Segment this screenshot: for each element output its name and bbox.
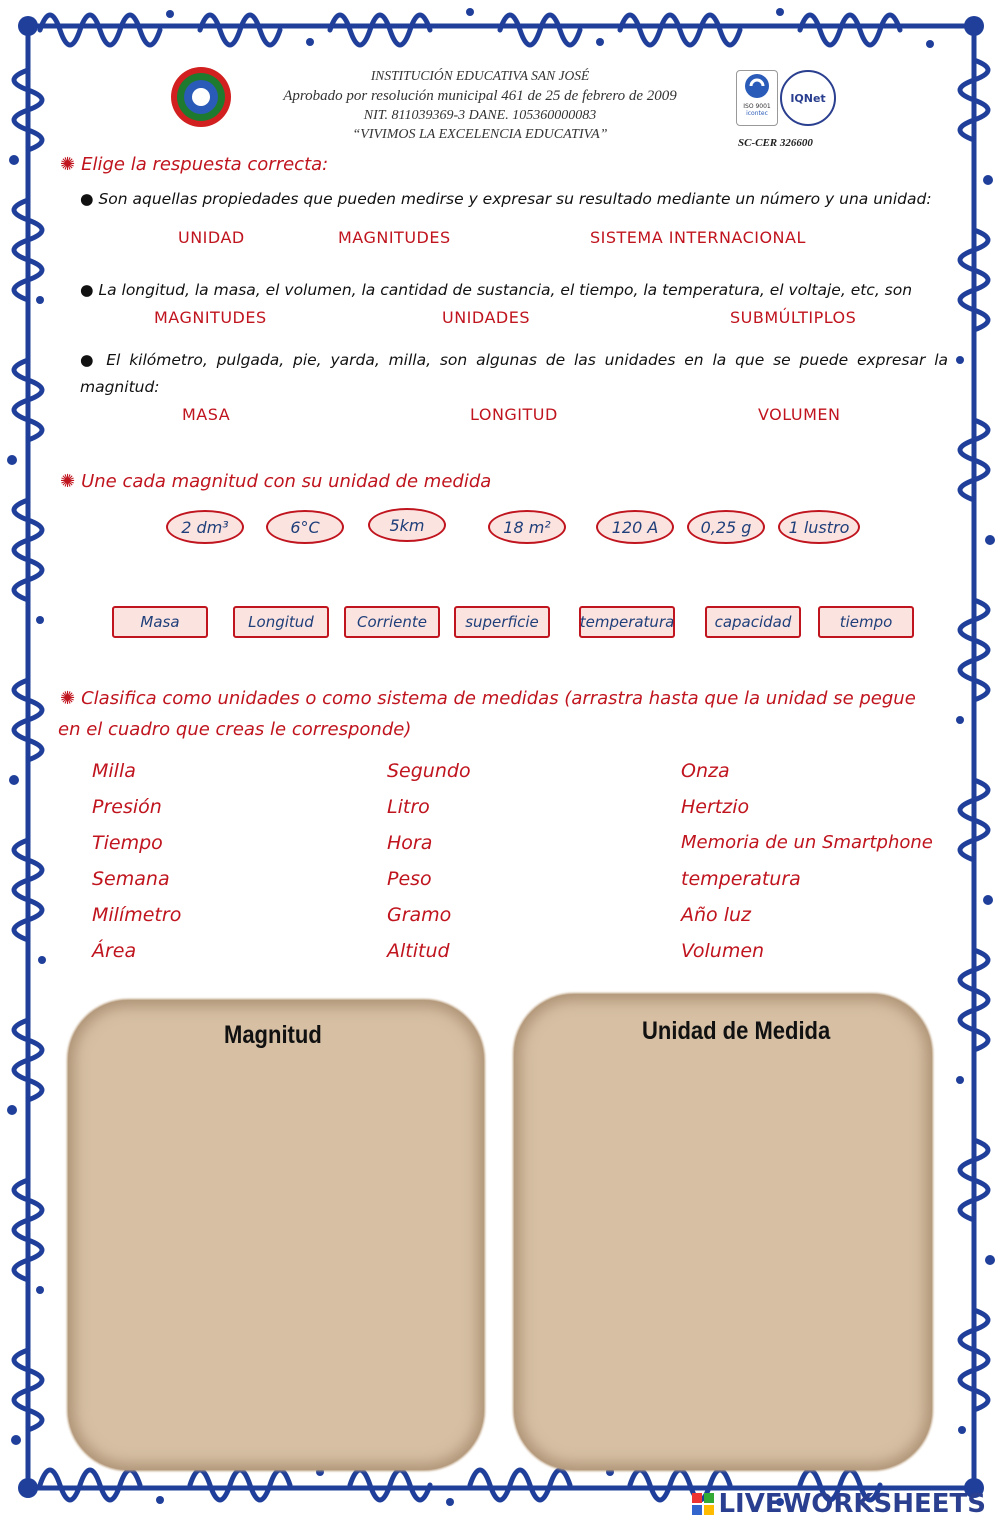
draggable-word[interactable]: temperatura [681, 868, 801, 890]
icontec-logo: ISO 9001 icontec [736, 70, 778, 126]
q2-option-2[interactable]: UNIDADES [442, 308, 530, 327]
gear-icon: ✺ [60, 154, 76, 175]
unit-match-6[interactable]: 0,25 g [687, 510, 765, 544]
draggable-word[interactable]: Litro [387, 796, 430, 818]
draggable-word[interactable]: Memoria de un Smartphone [681, 832, 933, 853]
magnitude-match-4[interactable]: superficie [454, 606, 550, 638]
magnitude-match-2[interactable]: Longitud [233, 606, 329, 638]
draggable-word[interactable]: Volumen [681, 940, 765, 962]
draggable-word[interactable]: Tiempo [92, 832, 163, 854]
draggable-word[interactable]: Hora [387, 832, 433, 854]
magnitude-match-3[interactable]: Corriente [344, 606, 440, 638]
drop-zone-magnitud-title: Magnitud [224, 1020, 322, 1049]
drop-zone-unidad[interactable] [514, 994, 932, 1470]
magnitude-match-1[interactable]: Masa [112, 606, 208, 638]
unit-match-7[interactable]: 1 lustro [778, 510, 860, 544]
q3-option-2[interactable]: LONGITUD [470, 405, 558, 424]
unit-match-2[interactable]: 6°C [266, 510, 344, 544]
magnitude-match-5[interactable]: temperatura [579, 606, 675, 638]
magnitude-match-6[interactable]: capacidad [705, 606, 801, 638]
question-3: ● El kilómetro, pulgada, pie, yarda, milla, son algunas de las unidades en la que se puede expresar la magnitud: [80, 351, 948, 396]
question-1: ● Son aquellas propiedades que pueden medirse y expresar su resultado mediante un número y una unidad: [80, 190, 932, 208]
section2-title: ✺ Une cada magnitud con su unidad de medida [60, 471, 492, 492]
draggable-word[interactable]: Gramo [387, 904, 452, 926]
drop-zone-magnitud[interactable] [68, 1000, 484, 1470]
section3-title-line2: en el cuadro que creas le corresponde) [58, 719, 412, 740]
q1-option-3[interactable]: SISTEMA INTERNACIONAL [590, 228, 806, 247]
draggable-word[interactable]: Milímetro [92, 904, 182, 926]
q1-option-1[interactable]: UNIDAD [178, 228, 245, 247]
approval-text: Aprobado por resolución municipal 461 de 25 de febrero de 2009 [283, 88, 677, 104]
q3-option-3[interactable]: VOLUMEN [758, 405, 841, 424]
iqnet-logo: IQNet [780, 70, 836, 126]
draggable-word[interactable]: Presión [92, 796, 162, 818]
section1-title: ✺ Elige la respuesta correcta: [60, 154, 329, 175]
q2-option-3[interactable]: SUBMÚLTIPLOS [730, 308, 857, 327]
question-2: ● La longitud, la masa, el volumen, la cantidad de sustancia, el tiempo, la temperatura, el voltaje, etc, son [80, 281, 913, 299]
draggable-word[interactable]: Segundo [387, 760, 471, 782]
magnitude-match-7[interactable]: tiempo [818, 606, 914, 638]
gear-icon: ✺ [60, 471, 76, 492]
q3-option-1[interactable]: MASA [182, 405, 231, 424]
q1-option-2[interactable]: MAGNITUDES [338, 228, 451, 247]
q2-option-1[interactable]: MAGNITUDES [154, 308, 267, 327]
school-motto: “VIVIMOS LA EXCELENCIA EDUCATIVA” [352, 127, 608, 142]
draggable-word[interactable]: Milla [92, 760, 136, 782]
draggable-word[interactable]: Onza [681, 760, 730, 782]
section3-title: ✺ Clasifica como unidades o como sistema de medidas (arrastra hasta que la unidad se pegue [60, 688, 916, 709]
unit-match-5[interactable]: 120 A [596, 510, 674, 544]
school-name: INSTITUCIÓN EDUCATIVA SAN JOSÉ [370, 68, 590, 83]
nit-dane-text: NIT. 811039369-3 DANE. 105360000083 [363, 108, 597, 123]
unit-match-1[interactable]: 2 dm³ [166, 510, 244, 544]
draggable-word[interactable]: Semana [92, 868, 170, 890]
cert-code: SC-CER 326600 [738, 137, 813, 149]
unit-match-3[interactable]: 5km [368, 508, 446, 542]
draggable-word[interactable]: Altitud [387, 940, 450, 962]
liveworksheets-icon [692, 1493, 714, 1515]
unit-match-4[interactable]: 18 m² [488, 510, 566, 544]
draggable-word[interactable]: Año luz [681, 904, 751, 926]
gear-icon: ✺ [60, 688, 76, 709]
draggable-word[interactable]: Área [92, 940, 137, 962]
draggable-word[interactable]: Peso [387, 868, 432, 890]
liveworksheets-logo: LIVEWORKSHEETS [692, 1489, 986, 1519]
draggable-word[interactable]: Hertzio [681, 796, 750, 818]
drop-zone-unidad-title: Unidad de Medida [642, 1016, 831, 1045]
